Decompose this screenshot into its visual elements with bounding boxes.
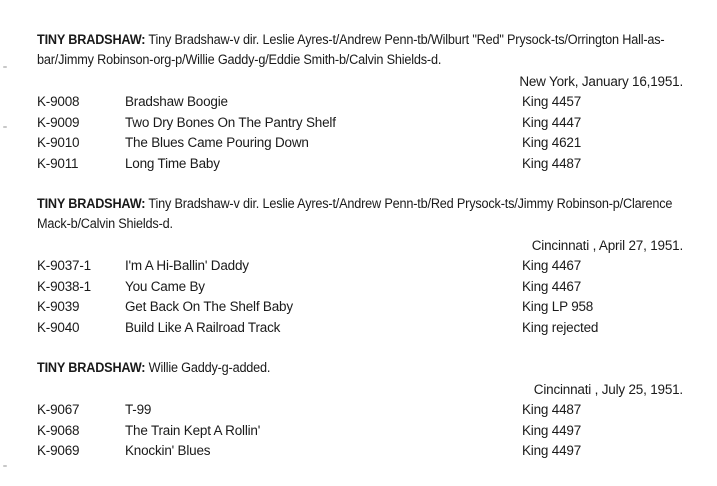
artist-name: TINY BRADSHAW: (37, 360, 146, 375)
track-row (37, 318, 685, 339)
matrix-number: K-9040 (37, 319, 80, 335)
track-title: Get Back On The Shelf Baby (125, 299, 293, 314)
track-list (37, 256, 685, 338)
scan-mark (3, 465, 7, 467)
track-row (37, 113, 685, 134)
artist-name: TINY BRADSHAW: (37, 32, 146, 47)
matrix-number: K-9067 (37, 402, 80, 417)
personnel: Tiny Bradshaw-v dir. Leslie Ayres-t/Andrew Penn-tb/Wilburt "Red" Prysock-ts/Orrington Hall-as-bar/Jimmy Robinson-org-p/Willie Gaddy-g/Eddie Smith-b/Calvin Shields-d. (37, 32, 665, 67)
track-title: Long Time Baby (125, 155, 220, 171)
matrix-number: K-9008 (37, 94, 80, 109)
track-list (37, 92, 685, 174)
track-title: You Came By (125, 278, 205, 294)
catalog-number: King 4497 (522, 422, 582, 438)
scan-mark (3, 66, 7, 68)
catalog-number: King 4497 (522, 443, 582, 458)
track-title: Two Dry Bones On The Pantry Shelf (125, 114, 336, 130)
track-list (37, 400, 685, 462)
scan-mark (3, 126, 7, 128)
personnel: Tiny Bradshaw-v dir. Leslie Ayres-t/Andrew Penn-tb/Red Prysock-ts/Jimmy Robinson-p/Clarence Mack-b/Calvin Shields-d. (37, 196, 673, 231)
session-header (37, 358, 686, 378)
matrix-number: K-9010 (37, 135, 80, 150)
place-date: Cincinnati , April 27, 1951. (531, 238, 683, 253)
track-title: The Blues Came Pouring Down (125, 135, 309, 150)
catalog-number: King 4487 (522, 155, 582, 171)
catalog-number: King 4487 (522, 402, 582, 417)
matrix-number: K-9037-1 (37, 258, 91, 273)
session-3 (37, 358, 685, 462)
session-header (37, 194, 686, 234)
track-row (37, 297, 685, 318)
track-title: The Train Kept A Rollin' (125, 422, 261, 438)
catalog-number: King 4621 (522, 135, 582, 150)
catalog-number: King rejected (522, 319, 599, 335)
catalog-number: King 4457 (522, 94, 582, 109)
catalog-number: King LP 958 (522, 299, 594, 314)
matrix-number: K-9011 (37, 155, 79, 171)
catalog-number: King 4467 (522, 258, 582, 273)
track-row (37, 256, 685, 277)
track-row (37, 277, 685, 298)
place-date: New York, January 16,1951. (519, 74, 683, 89)
track-title: Bradshaw Boogie (125, 94, 228, 109)
matrix-number: K-9069 (37, 443, 80, 458)
track-row (37, 421, 685, 442)
track-row (37, 400, 685, 421)
session-header (37, 30, 686, 70)
matrix-number: K-9009 (37, 114, 80, 130)
matrix-number: K-9068 (37, 422, 80, 438)
track-title: Build Like A Railroad Track (125, 319, 281, 335)
session-2 (37, 194, 685, 338)
track-row (37, 441, 685, 462)
catalog-number: King 4447 (522, 114, 582, 130)
matrix-number: K-9039 (37, 299, 80, 314)
catalog-number: King 4467 (522, 278, 582, 294)
artist-name: TINY BRADSHAW: (37, 196, 146, 211)
track-title: Knockin' Blues (125, 443, 211, 458)
track-row (37, 92, 685, 113)
place-date: Cincinnati , July 25, 1951. (533, 382, 683, 397)
track-title: T-99 (125, 402, 152, 417)
matrix-number: K-9038-1 (37, 278, 91, 294)
track-row (37, 133, 685, 154)
session-1 (37, 30, 685, 174)
track-row (37, 154, 685, 175)
personnel: Willie Gaddy-g-added. (148, 360, 271, 375)
track-title: I'm A Hi-Ballin' Daddy (125, 258, 249, 273)
